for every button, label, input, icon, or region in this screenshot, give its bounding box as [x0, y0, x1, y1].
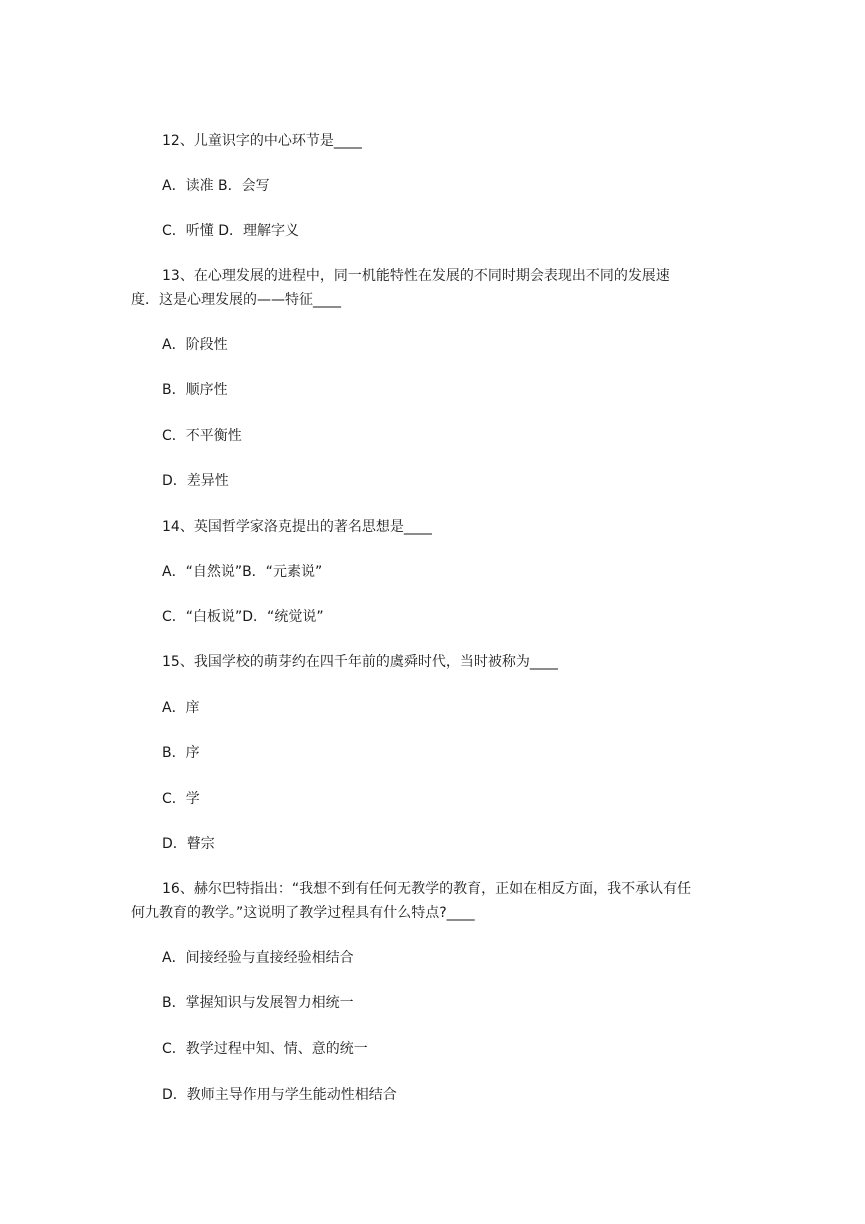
question-13-stem-line1: 13、在心理发展的进程中，同一机能特性在发展的不同时期会表现出不同的发展速	[162, 268, 670, 284]
question-14-options-ab: A．“自然说”B．“元素说”	[162, 564, 323, 580]
question-14-stem: 14、英国哲学家洛克提出的著名思想是____	[162, 519, 432, 535]
question-13-option-a: A．阶段性	[162, 337, 228, 353]
question-15-option-a: A．庠	[162, 700, 200, 716]
question-13-option-c: C．不平衡性	[162, 428, 242, 444]
question-14-options-cd: C．“白板说”D．“统觉说”	[162, 609, 324, 625]
question-16-stem-line1: 16、赫尔巴特指出：“我想不到有任何无教学的教育，正如在相反方面，我不承认有任	[162, 881, 692, 897]
question-16-option-c: C．教学过程中知、情、意的统一	[162, 1041, 368, 1057]
question-16-stem-line2: 何九教育的教学。”这说明了教学过程具有什么特点?____	[131, 905, 475, 921]
question-16-option-b: B．掌握知识与发展智力相统一	[162, 995, 354, 1011]
question-12-options-ab: A．读准 B．会写	[162, 178, 270, 194]
question-15-option-b: B．序	[162, 745, 200, 761]
question-13-stem-line2: 度．这是心理发展的——特征____	[131, 292, 341, 308]
question-13-option-b: B．顺序性	[162, 382, 228, 398]
question-12-options-cd: C．听懂 D．理解字义	[162, 223, 300, 239]
question-15-option-c: C．学	[162, 791, 200, 807]
question-15-stem: 15、我国学校的萌芽约在四千年前的虞舜时代，当时被称为____	[162, 654, 558, 670]
question-16-option-d: D．教师主导作用与学生能动性相结合	[162, 1087, 397, 1103]
question-12-stem: 12、儿童识字的中心环节是____	[162, 133, 362, 149]
question-16-option-a: A．间接经验与直接经验相结合	[162, 950, 354, 966]
question-13-option-d: D．差异性	[162, 473, 229, 489]
question-15-option-d: D．瞽宗	[162, 836, 215, 852]
